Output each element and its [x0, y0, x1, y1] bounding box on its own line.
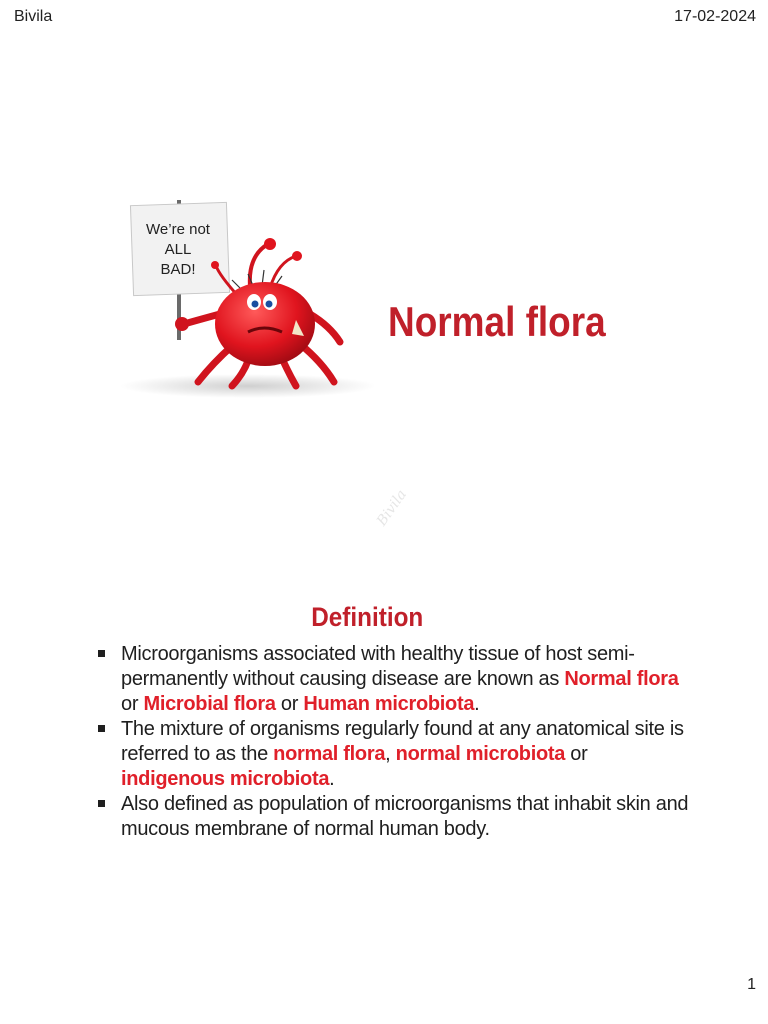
term-highlight: normal microbiota: [395, 743, 566, 765]
sign-line-3: BAD!: [160, 261, 196, 278]
watermark: Bivila: [373, 487, 411, 529]
term-highlight: Human microbiota: [303, 693, 475, 715]
sign-line-1: We’re not: [146, 221, 210, 238]
definition-list: [96, 642, 696, 842]
page-title: Normal flora: [388, 298, 606, 345]
red-microbe-with-sign-icon: [120, 196, 374, 400]
page-number: 1: [747, 976, 756, 993]
bullet-square-icon: [98, 725, 105, 732]
header-date: 17-02-2024: [674, 8, 756, 25]
term-highlight: Normal flora: [564, 668, 679, 690]
term-highlight: normal flora: [273, 743, 386, 765]
bullet-square-icon: [98, 800, 105, 807]
header-author: Bivila: [14, 8, 53, 25]
term-highlight: Microbial flora: [143, 693, 276, 715]
bullet-square-icon: [98, 650, 105, 657]
list-item: Microorganisms associated with healthy tissue of host semi-permanently without causing disease are known as Normal flora or Microbial flora or Human microbiota.: [96, 642, 696, 717]
term-highlight: indigenous microbiota: [121, 768, 330, 790]
definition-heading: Definition: [310, 602, 424, 632]
sign-line-2: ALL: [164, 241, 192, 258]
list-item: The mixture of organisms regularly found at any anatomical site is referred to as the normal flora, normal microbiota or indigenous microbiota.: [96, 717, 696, 792]
list-item: Also defined as population of microorganisms that inhabit skin and mucous membrane of normal human body.: [96, 792, 696, 842]
